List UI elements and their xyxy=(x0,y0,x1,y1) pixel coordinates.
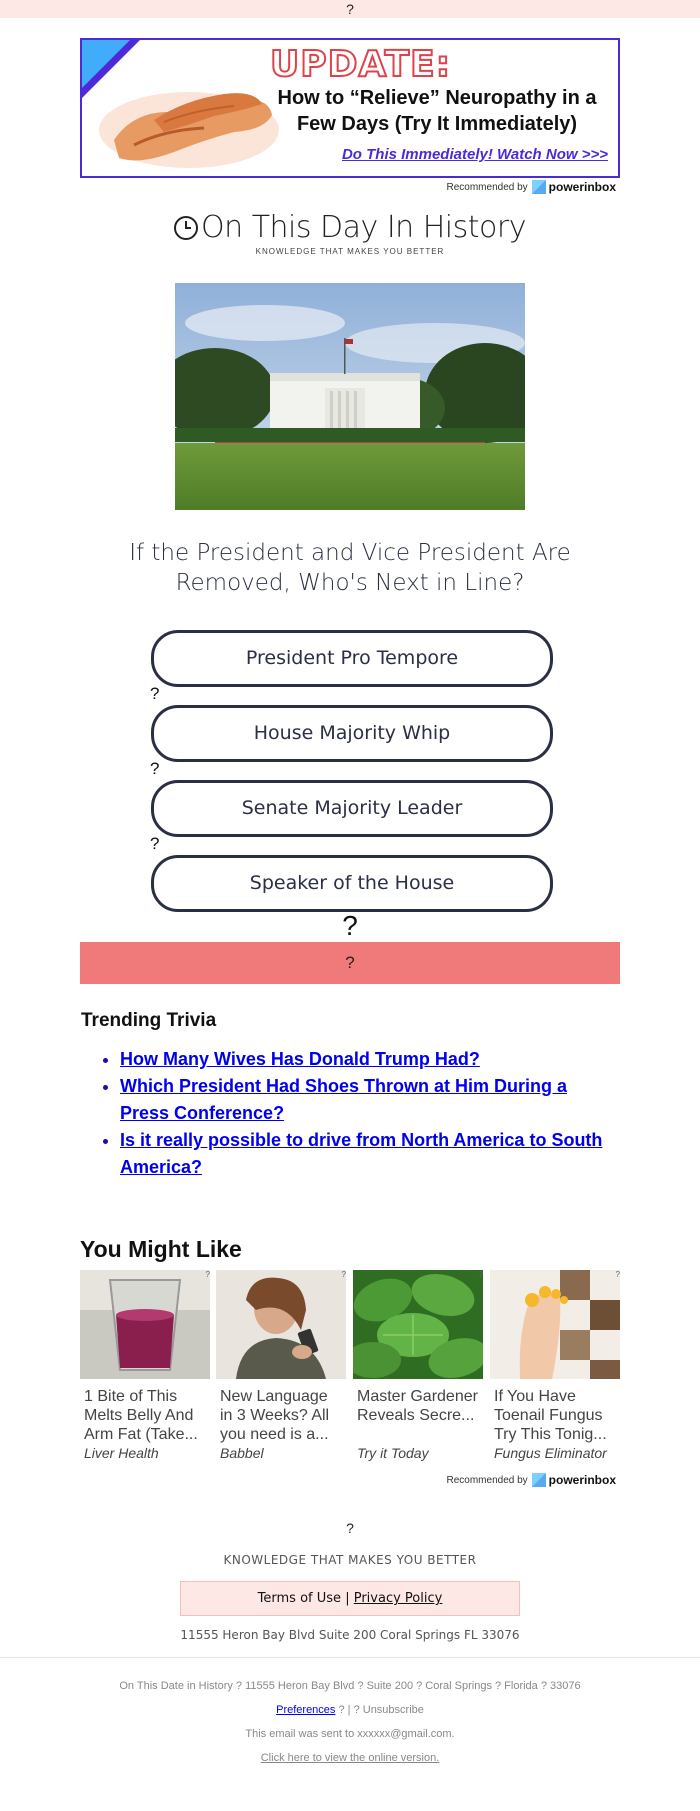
online-version-link[interactable]: Click here to view the online version. xyxy=(260,1752,440,1764)
card-title: If You Have Toenail Fungus Try This Tonig... xyxy=(494,1388,607,1443)
unsubscribe-link[interactable]: Unsubscribe xyxy=(362,1704,424,1716)
recommended-by-bottom[interactable] xyxy=(447,1473,617,1487)
list-item xyxy=(120,1127,620,1181)
preferences-link[interactable]: Preferences xyxy=(276,1704,336,1716)
trending-link-3[interactable]: Is it really possible to drive from North America to South America? xyxy=(120,1130,603,1177)
logo-tagline: KNOWLEDGE THAT MAKES YOU BETTER xyxy=(255,247,445,256)
list-item xyxy=(120,1046,620,1073)
footer-tagline: KNOWLEDGE THAT MAKES YOU BETTER xyxy=(223,1553,477,1567)
recommendation-card-2[interactable] xyxy=(216,1270,346,1486)
preferences-separator: ? | ? xyxy=(335,1704,363,1716)
online-version-row xyxy=(0,1752,700,1764)
card-corner-mark: ? xyxy=(205,1270,210,1279)
red-bar: ? xyxy=(80,942,620,984)
recommendation-grid xyxy=(80,1270,620,1490)
logo-title-row xyxy=(174,210,526,245)
answer-separator-1: ? xyxy=(150,684,160,703)
answer-separator-3: ? xyxy=(150,834,160,853)
logo-title: On This Day In History xyxy=(201,210,526,245)
ad-banner[interactable] xyxy=(80,38,620,178)
card-title: New Language in 3 Weeks? All you need is a... xyxy=(220,1388,330,1443)
list-item xyxy=(120,1073,620,1127)
recommendation-card-1[interactable] xyxy=(80,1270,210,1486)
powerinbox-logo xyxy=(532,180,616,194)
ad-update-label: UPDATE: xyxy=(270,44,452,85)
quiz-question: If the President and Vice President Are Removed, Who's Next in Line? xyxy=(129,540,571,596)
privacy-policy-link[interactable]: Privacy Policy xyxy=(353,1591,443,1606)
footer-logo-placeholder: ? xyxy=(346,1520,354,1536)
recommended-label: Recommended by xyxy=(446,181,528,193)
foot-tile-image xyxy=(490,1270,620,1379)
ad-cta-link[interactable]: Do This Immediately! Watch Now >>> xyxy=(341,146,608,163)
answer-button-3[interactable]: Senate Majority Leader xyxy=(151,780,553,837)
fine-print-address: On This Date in History ? 11555 Heron Bay Blvd ? Suite 200 ? Coral Springs ? Florida ? 33076 xyxy=(119,1680,581,1692)
powerinbox-icon xyxy=(532,180,546,194)
answer-button-4[interactable]: Speaker of the House xyxy=(151,855,553,912)
card-corner-mark: ? xyxy=(478,1270,483,1279)
card-corner-mark: ? xyxy=(341,1270,346,1279)
footer-address: 11555 Heron Bay Blvd Suite 200 Coral Springs FL 33076 xyxy=(180,1628,520,1642)
feet-illustration-icon xyxy=(94,70,284,170)
card-source: Liver Health xyxy=(84,1445,159,1461)
powerinbox-icon xyxy=(532,1473,546,1487)
card-title: Master Gardener Reveals Secre... xyxy=(357,1388,478,1424)
footer-link-separator: | xyxy=(345,1591,350,1606)
footer-divider xyxy=(0,1657,700,1658)
card-source: Fungus Eliminator xyxy=(494,1445,607,1461)
white-house-image xyxy=(175,283,525,510)
juice-glass-image xyxy=(80,1270,210,1379)
sent-to-notice: This email was sent to xxxxxx@gmail.com. xyxy=(245,1728,455,1740)
footer-links xyxy=(180,1581,520,1616)
ad-headline: How to “Relieve” Neuropathy in a Few Days (Try It Immediately) xyxy=(277,87,597,135)
answer-button-2[interactable]: House Majority Whip xyxy=(151,705,553,762)
recommended-label: Recommended by xyxy=(446,1474,528,1486)
recommendation-card-3[interactable] xyxy=(353,1270,483,1486)
terms-of-use-link[interactable]: Terms of Use xyxy=(257,1591,342,1606)
card-title: 1 Bite of This Melts Belly And Arm Fat (Take... xyxy=(84,1388,198,1443)
preferences-row xyxy=(0,1704,700,1716)
recommendation-card-4[interactable] xyxy=(490,1270,620,1486)
trending-title: Trending Trivia xyxy=(81,1010,217,1031)
top-bar: ? xyxy=(0,0,700,18)
powerinbox-logo xyxy=(532,1473,616,1487)
trending-list xyxy=(80,1046,620,1181)
powerinbox-brand: powerinbox xyxy=(548,180,616,194)
card-source: Try it Today xyxy=(357,1445,429,1461)
woman-phone-image xyxy=(216,1270,346,1379)
powerinbox-brand: powerinbox xyxy=(548,1473,616,1487)
card-corner-mark: ? xyxy=(615,1270,620,1279)
answer-separator-2: ? xyxy=(150,759,160,778)
card-source: Babbel xyxy=(220,1445,264,1461)
trending-link-1[interactable]: How Many Wives Has Donald Trump Had? xyxy=(120,1049,480,1069)
you-might-like-title: You Might Like xyxy=(80,1236,242,1262)
trending-link-2[interactable]: Which President Had Shoes Thrown at Him During a Press Conference? xyxy=(120,1076,568,1123)
recommended-by-top[interactable] xyxy=(447,180,617,194)
answer-button-1[interactable]: President Pro Tempore xyxy=(151,630,553,687)
clock-icon xyxy=(174,216,198,240)
answer-separator-big: ? xyxy=(342,910,358,941)
site-logo[interactable] xyxy=(0,210,700,256)
spinach-leaves-image xyxy=(353,1270,483,1379)
